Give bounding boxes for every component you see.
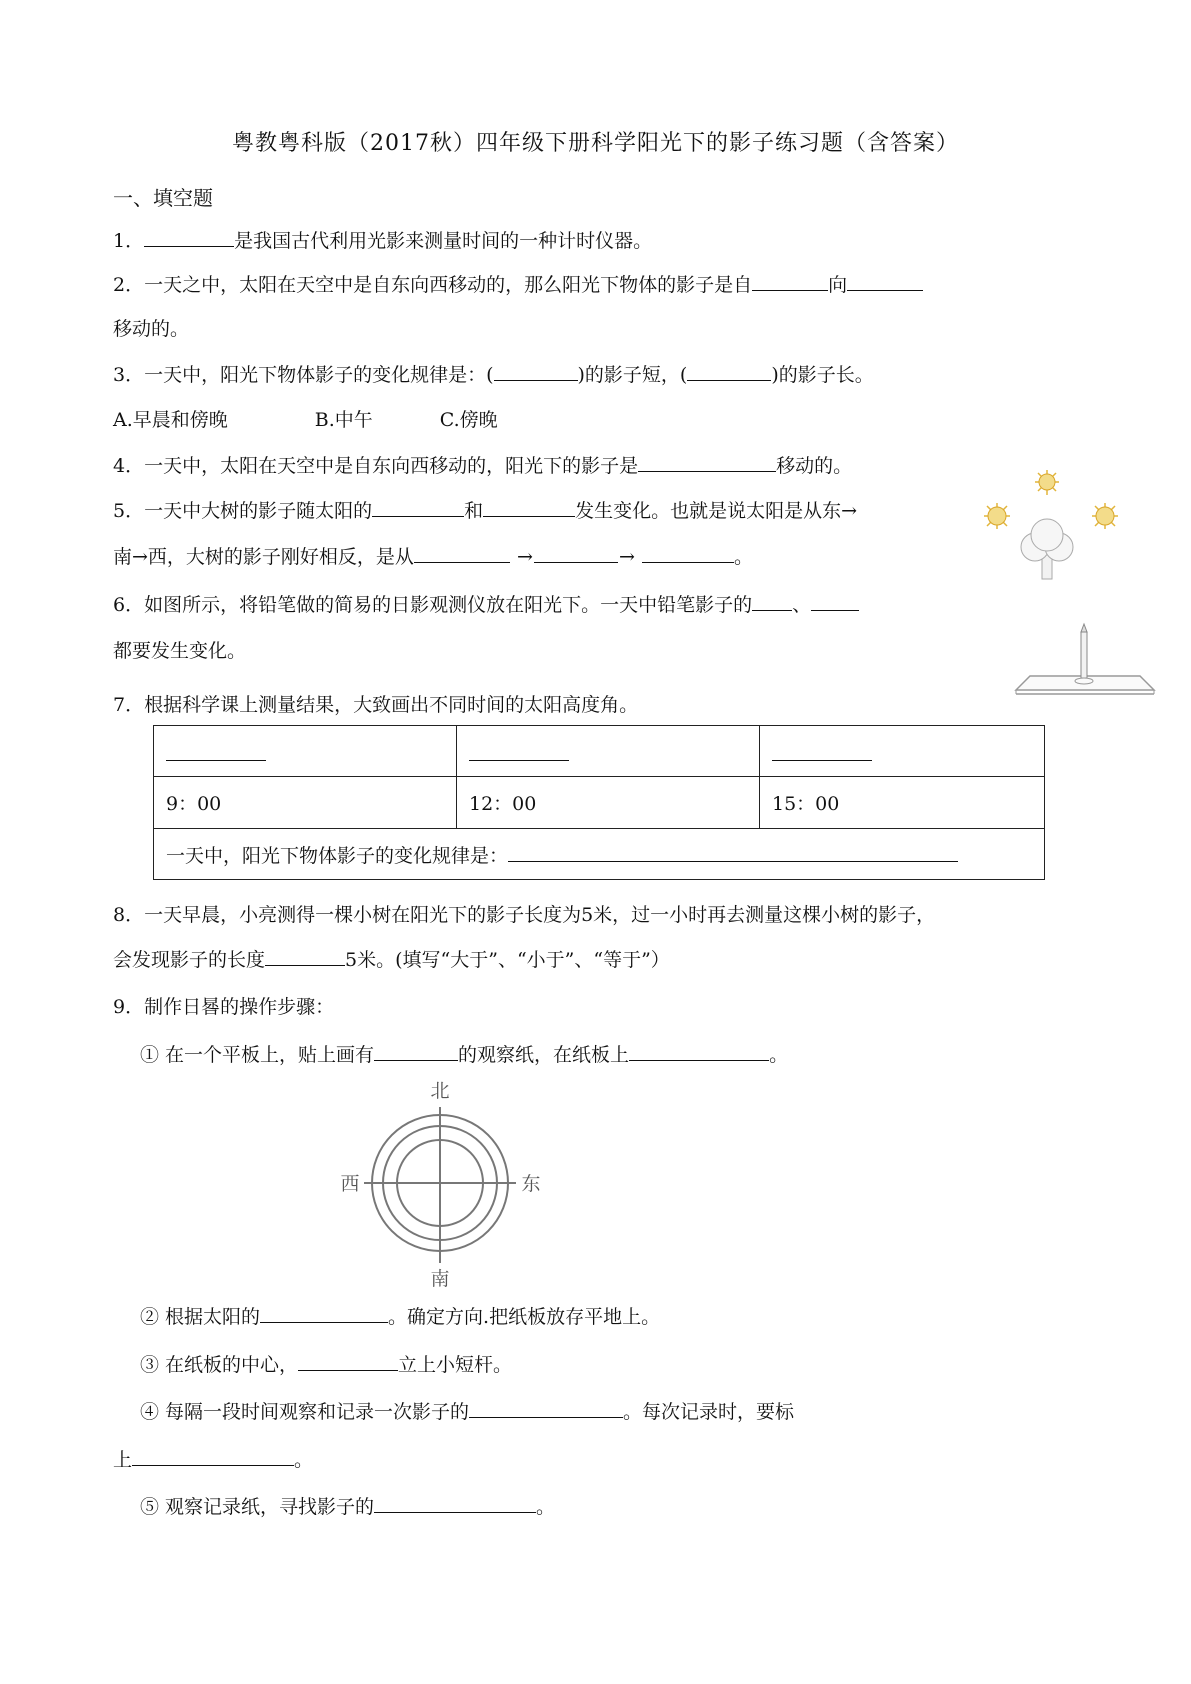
step-text: 。 — [769, 1044, 789, 1066]
question-text: 向 — [828, 274, 848, 296]
section-heading: 一、填空题 — [113, 186, 213, 210]
question-text: 一天中，阳光下物体影子的变化规律是： — [166, 844, 509, 867]
question-text: 如图所示，将铅笔做的简易的日影观测仪放在阳光下。一天中铅笔影子的 — [144, 594, 753, 616]
question-text: 发生变化。也就是说太阳是从东→ — [575, 500, 858, 522]
answer-blank[interactable] — [132, 1447, 294, 1466]
answer-blank[interactable] — [638, 453, 776, 472]
question-text: 。 — [734, 546, 754, 568]
step-text: 的观察纸，在纸板上 — [458, 1044, 630, 1066]
step-text: 。 — [536, 1496, 556, 1518]
question-8-continued — [113, 945, 670, 972]
question-1 — [113, 226, 652, 253]
compass-diagram — [330, 1075, 550, 1290]
question-text: 一天中，阳光下物体影子的变化规律是：( — [144, 364, 494, 386]
question-3 — [113, 360, 874, 387]
question-number: 6． — [113, 594, 145, 616]
question-text: )的影子长。 — [771, 364, 874, 386]
step-3 — [140, 1350, 512, 1377]
answer-blank[interactable] — [642, 544, 734, 563]
question-6-continued: 都要发生变化。 — [113, 640, 247, 662]
answer-blank[interactable] — [469, 1399, 623, 1418]
question-text: 一天中，太阳在天空中是自东向西移动的，阳光下的影子是 — [144, 455, 639, 477]
question-6 — [113, 590, 859, 617]
sun-angle-table — [153, 725, 1045, 880]
question-8 — [113, 900, 935, 927]
question-2-continued: 移动的。 — [113, 318, 190, 340]
step-text: ④ 每隔一段时间观察和记录一次影子的 — [140, 1401, 470, 1423]
time-cell: 9：00 — [154, 777, 457, 829]
question-number: 5． — [113, 500, 145, 522]
question-text: 一天之中，太阳在天空中是自东向西移动的，那么阳光下物体的影子是自 — [144, 274, 753, 296]
step-5 — [140, 1492, 555, 1519]
question-text: 制作日晷的操作步骤： — [144, 996, 335, 1018]
step-4-continued — [113, 1445, 313, 1472]
step-text: ③ 在纸板的中心， — [140, 1354, 299, 1376]
east-label: 东 — [521, 1173, 541, 1195]
question-text: 移动的。 — [776, 455, 853, 477]
answer-blank[interactable] — [811, 592, 859, 611]
step-2 — [140, 1302, 660, 1329]
step-1 — [140, 1040, 788, 1067]
sun-icon — [984, 503, 1010, 529]
step-text: 立上小短杆。 — [398, 1354, 513, 1376]
drawing-cell[interactable] — [154, 726, 457, 777]
step-text: 上 — [113, 1449, 133, 1471]
question-5-continued — [113, 542, 753, 569]
answer-blank[interactable] — [265, 947, 345, 966]
question-3-options — [113, 405, 498, 432]
answer-blank[interactable] — [374, 1042, 458, 1061]
question-text: 会发现影子的长度 — [113, 949, 266, 971]
answer-blank[interactable] — [298, 1352, 398, 1371]
question-number: 3． — [113, 364, 145, 386]
answer-blank[interactable] — [629, 1042, 769, 1061]
question-number: 8． — [113, 904, 145, 926]
sun-icon — [1092, 503, 1118, 529]
question-text: 南→西，大树的影子刚好相反，是从 — [113, 546, 414, 568]
sun-icon — [1035, 470, 1059, 495]
answer-blank[interactable] — [534, 544, 618, 563]
answer-blank[interactable] — [144, 228, 234, 247]
question-number: 1． — [113, 230, 145, 252]
question-text: 一天早晨，小亮测得一棵小树在阳光下的影子长度为5米，过一小时再去测量这棵小树的影子， — [144, 904, 936, 926]
question-number: 9． — [113, 996, 145, 1018]
question-7 — [113, 690, 638, 717]
answer-blank[interactable] — [687, 362, 771, 381]
option-c: C.傍晚 — [439, 409, 498, 431]
question-text: 和 — [464, 500, 484, 522]
step-text: 。每次记录时，要标 — [623, 1401, 795, 1423]
step-text: 。确定方向.把纸板放存平地上。 — [388, 1306, 661, 1328]
question-number: 7． — [113, 694, 145, 716]
question-number: 4． — [113, 455, 145, 477]
answer-blank[interactable] — [166, 736, 266, 761]
arrow-icon: → — [619, 546, 635, 568]
tree-suns-picture — [975, 465, 1135, 590]
step-text: 。 — [294, 1449, 314, 1471]
drawing-cell[interactable] — [457, 726, 760, 777]
question-text: )的影子短，( — [577, 364, 688, 386]
option-b: B.中午 — [314, 409, 373, 431]
answer-blank[interactable] — [372, 498, 464, 517]
arrow-icon: → — [517, 546, 533, 568]
question-2 — [113, 270, 923, 297]
answer-blank[interactable] — [752, 272, 828, 291]
rule-cell — [154, 829, 1045, 880]
step-text: ① 在一个平板上，贴上画有 — [140, 1044, 375, 1066]
answer-blank[interactable] — [752, 592, 792, 611]
answer-blank[interactable] — [260, 1304, 388, 1323]
answer-blank[interactable] — [508, 843, 958, 862]
question-text: 一天中大树的影子随太阳的 — [144, 500, 373, 522]
answer-blank[interactable] — [494, 362, 578, 381]
west-label: 西 — [340, 1173, 360, 1195]
question-text: 5米。(填写“大于”、“小于”、“等于”） — [345, 949, 670, 971]
option-a: A.早晨和傍晚 — [113, 409, 228, 431]
pencil-icon — [1081, 632, 1087, 678]
answer-blank[interactable] — [374, 1494, 536, 1513]
step-text: ⑤ 观察记录纸，寻找影子的 — [140, 1496, 375, 1518]
question-4 — [113, 451, 852, 478]
drawing-cell[interactable] — [760, 726, 1045, 777]
question-text: 是我国古代利用光影来测量时间的一种计时仪器。 — [234, 230, 653, 252]
time-cell: 12：00 — [457, 777, 760, 829]
question-9 — [113, 992, 334, 1019]
answer-blank[interactable] — [772, 736, 872, 761]
question-text: 根据科学课上测量结果，大致画出不同时间的太阳高度角。 — [144, 694, 639, 716]
north-label: 北 — [430, 1080, 450, 1102]
tree-icon — [1021, 519, 1073, 579]
step-text: ② 根据太阳的 — [140, 1306, 261, 1328]
question-5 — [113, 496, 857, 523]
question-text: 、 — [792, 594, 812, 616]
step-4 — [140, 1397, 794, 1424]
question-number: 2． — [113, 274, 145, 296]
answer-blank[interactable] — [483, 498, 575, 517]
south-label: 南 — [430, 1268, 450, 1290]
time-cell: 15：00 — [760, 777, 1045, 829]
answer-blank[interactable] — [469, 736, 569, 761]
answer-blank[interactable] — [414, 544, 510, 563]
answer-blank[interactable] — [847, 272, 923, 291]
page-title: 粤教粤科版（2017秋）四年级下册科学阳光下的影子练习题（含答案） — [232, 131, 959, 156]
pencil-sundial-picture — [1012, 620, 1162, 700]
